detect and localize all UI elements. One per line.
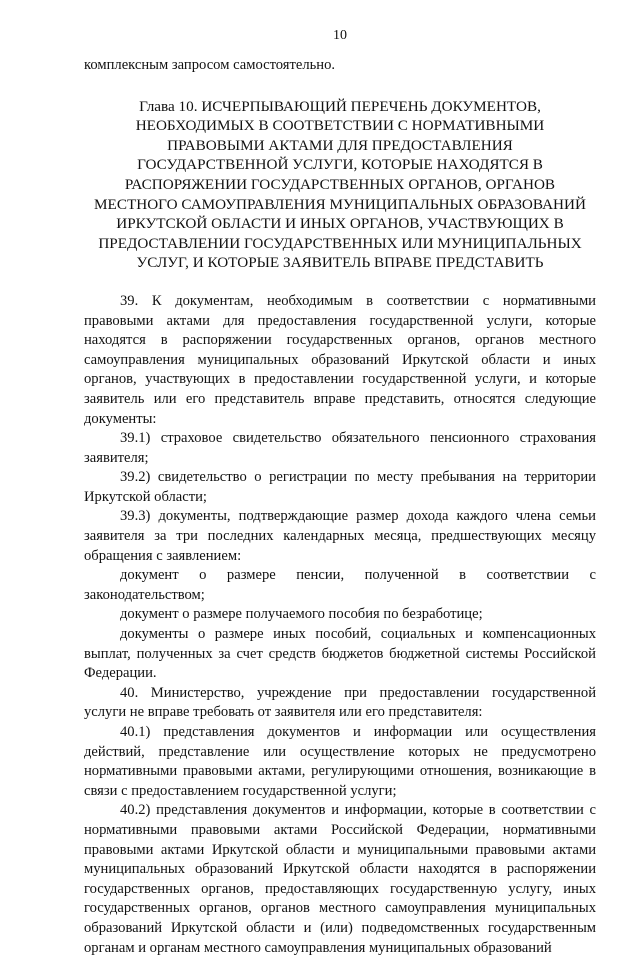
- paragraph-40-2: 40.2) представления документов и информации, которые в соответствии с нормативными правовыми актами Российской Федерации, нормативными правовыми актами Иркутской области и муниципальными правовыми актами муниципальных образований Иркутской области находятся в распоряжении государственных органов, предоставляющих государственную услугу, иных государственных органов, органов местного самоуправления муниципальных образований Иркутской области и (или) подведомственных государственным органам и органам местного самоуправления муниципальных образований: [84, 802, 596, 956]
- paragraph-39-2: 39.2) свидетельство о регистрации по месту пребывания на территории Иркутской области;: [84, 469, 596, 505]
- paragraph-other-benefits: документы о размере иных пособий, социальных и компенсационных выплат, полученных за счет средств бюджетов бюджетной системы Российской Федерации.: [84, 626, 596, 682]
- paragraph-39-1: 39.1) страховое свидетельство обязательного пенсионного страхования заявителя;: [84, 430, 596, 466]
- intro-line: комплексным запросом самостоятельно.: [84, 57, 336, 73]
- page-number: 10: [333, 28, 347, 43]
- paragraph-40: 40. Министерство, учреждение при предоставлении государственной услуги не вправе требовать от заявителя или его представителя:: [84, 684, 596, 721]
- paragraph-39: 39. К документам, необходимым в соответствии с нормативными правовыми актами для предоставления государственной услуги, которые находятся в распоряжении государственных органов, органов местного самоуправления муниципальных образований Иркутской области и иных органов, участвующих в предоставлении государственной услуги, и которые заявитель или его представитель вправе представить, относятся следующие документы:: [84, 292, 596, 427]
- chapter-heading: Глава 10. ИСЧЕРПЫВАЮЩИЙ ПЕРЕЧЕНЬ ДОКУМЕНТОВ, НЕОБХОДИМЫХ В СООТВЕТСТВИИ С НОРМАТИВНЫМИ ПРАВОВЫМИ АКТАМИ ДЛЯ ПРЕДОСТАВЛЕНИЯ ГОСУДАРСТВЕННОЙ УСЛУГИ, КОТОРЫЕ НАХОДЯТСЯ В РАСПОРЯЖЕНИИ ГОСУДАРСТВЕННЫХ ОРГАНОВ, ОРГАНОВ МЕСТНОГО САМОУПРАВЛЕНИЯ МУНИЦИПАЛЬНЫХ ОБРАЗОВАНИЙ ИРКУТСКОЙ ОБЛАСТИ И ИНЫХ ОРГАНОВ, УЧАСТВУЮЩИХ В ПРЕДОСТАВЛЕНИИ ГОСУДАРСТВЕННЫХ ИЛИ МУНИЦИПАЛЬНЫХ УСЛУГ, И КОТОРЫЕ ЗАЯВИТЕЛЬ ВПРАВЕ ПРЕДСТАВИТЬ: [94, 97, 586, 272]
- paragraph-pension-document: документ о размере пенсии, полученной в соответствии с законодательством;: [84, 567, 596, 603]
- paragraph-40-1: 40.1) представления документов и информации или осуществления действий, представление или осуществление которых не предусмотрено нормативными правовыми актами, регулирующими отношения, возникающие в связи с предоставлением государственной услуги;: [84, 724, 596, 799]
- paragraph-39-3: 39.3) документы, подтверждающие размер дохода каждого члена семьи заявителя за три последних календарных месяца, предшествующих месяцу обращения с заявлением:: [84, 508, 596, 564]
- paragraph-unemployment-document: документ о размере получаемого пособия по безработице;: [120, 606, 483, 623]
